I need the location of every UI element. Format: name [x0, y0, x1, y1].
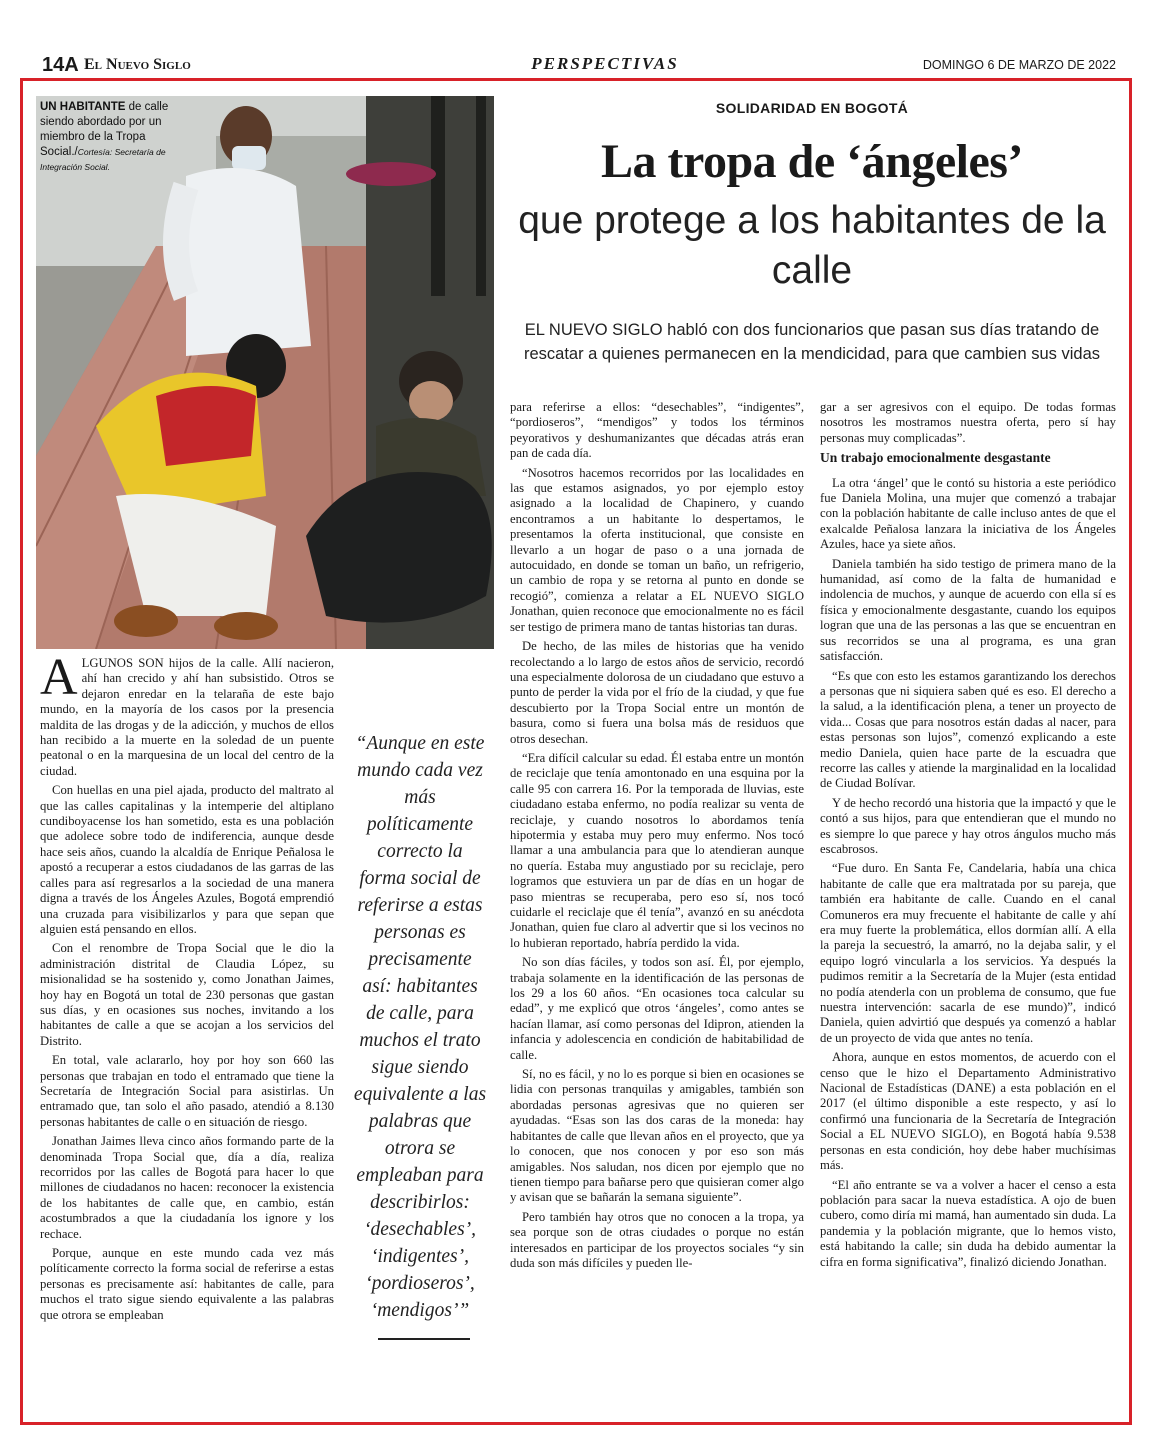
paragraph: ALGUNOS SON hijos de la calle. Allí nacieron, ahí han crecido y ahí han subsistido. Otros se dejaron enredar en la telaraña de este bajo mundo, en la mayoría de los casos por la presencia maldita de las drogas y de la adicción, y muchos de ellos han recibido a la muerte en la soledad de un puente peatonal o en la marquesina de un local del centro de la ciudad.: [40, 649, 334, 778]
street-scene-illustration: [36, 96, 494, 649]
pull-quote: “Aunque en este mundo cada vez más políticamente correcto la forma social de referirse a estas personas es precisamente así: habitantes de calle, para muchos el trato sigue siendo equivalente a las palabras que otrora se empleaban para describirlos: ‘desechables’, ‘indigentes’, ‘pordioseros’, ‘mendigos’”: [353, 733, 487, 1321]
paragraph: En total, vale aclararlo, hoy por hoy son 660 las personas que trabajan en todo el entramado que tiene la Secretaría de Integración Social para asistirlas. Un entramado que, tan solo el año pasado, atendió a 8.130 personas habitantes de calle o en situación de riesgo.: [40, 1053, 334, 1129]
paragraph: Porque, aunque en este mundo cada vez más políticamente correcto la forma social de referirse a estas personas es precisamente así: habitantes de calle, para muchos el trato sigue siendo equivalente a las palabras que otrora se empleaban: [40, 1246, 334, 1322]
article-photo: [36, 96, 494, 649]
section-name: PERSPECTIVAS: [531, 54, 679, 73]
paragraph: Con huellas en una piel ajada, producto del maltrato al que las calles capitalinas y la intemperie del altiplano cundiboyacense los han sometido, esta es una población que adolece sobre todo de indiferencia, aunque desde hace seis años, cuando la alcaldía de Enrique Peñalosa le apostó a recuperar a estos ciudadanos de las garras de las calles para así regresarlos a la sociedad de una manera digna a través de los Ángeles Azules, Bogotá emprendió una cruzada para visibilizarlos y para que sepan que alguien está pensando en ellos.: [40, 783, 334, 936]
paragraph: “Es que con esto les estamos garantizando los derechos a personas que ni siquiera saben qué es eso. El derecho a la salud, a la identificación plena, a tener un proyecto de vida... Cosas que para nosotros están dadas al nacer, para estas personas son lujos”, comenzó explicando a este medio Daniela, quien hace parte de la escuadra que recorre las calles y atiende la marginalidad en la localidad de Ciudad Bolívar.: [820, 668, 1116, 791]
column-2: [510, 400, 804, 1275]
page-header: [42, 52, 1116, 78]
paragraph: Sí, no es fácil, y no lo es porque si bien en ocasiones se lidia con personas tranquilas y amigables, también son abordadas personas agresivas que no quieren ser ayudadas. “Esas son las dos caras de la moneda: hay habitantes de calle que llevan años en el proyecto, que ya lo conocen, que nos conocen y por eso son más amigables. Nos saludan, nos dicen por ejemplo que no tienen tiempo para bañarse pero que quisieran comer algo y avisan que se bañarán la semana siguiente”.: [510, 1067, 804, 1205]
subheading: Un trabajo emocionalmente desgastante: [820, 450, 1051, 466]
paragraph: para referirse a ellos: “desechables”, “indigentes”, “pordioseros”, “mendigos” y todos los términos peyorativos y deshumanizantes que décadas atrás eran pan de cada día.: [510, 400, 804, 461]
newspaper-name: El Nuevo Siglo: [84, 56, 191, 73]
photo-credit: Cortesía: Secretaría de Integración Social.: [40, 147, 166, 172]
article-deck: EL NUEVO SIGLO habló con dos funcionarios que pasan sus días tratando de rescatar a quienes permanecen en la mendicidad, para que cambien sus vidas: [523, 321, 1100, 363]
headline-line-2: que protege a los habitantes de la calle: [518, 199, 1106, 292]
photo-caption-lead: UN HABITANTE: [40, 101, 126, 113]
paragraph: “Nosotros hacemos recorridos por las localidades en las que estamos asignados, yo por ejemplo estoy asignado a la localidad de Chapinero, y cuando encontramos a un habitante lo despertamos, le presentamos la oferta institucional, que consiste en llevarlo a un hogar de paso o a una jornada de autocuidado, en donde se toman un baño, un refrigerio, un cambio de ropa y se retorna al punto en donde se recogió”, comienza a relatar a EL NUEVO SIGLO Jonathan, quien reconoce que emocionalmente no es fácil ser testigo de primera mano de tantas historias tan duras.: [510, 465, 804, 634]
paragraph: Con el renombre de Tropa Social que le dio la administración distrital de Claudia López, su misionalidad se ha sostenido y, como Jonathan Jaimes, hoy hay en Bogotá un total de 230 personas que gastan sus días, y en ocasiones sus noches, invitando a los habitantes de calle a que se acojan a los servicios del Distrito.: [40, 941, 334, 1048]
paragraph: Daniela también ha sido testigo de primera mano de la humanidad, así como de la falta de humanidad e indolencia de muchos, y aunque de acuerdo con ella sí es física y emocionalmente desgastante, cuando los equipos logran que una de las personas a las que se encuentran en sus recorridos se una al programa, es una gran satisfacción.: [820, 556, 1116, 664]
photo-caption: [40, 100, 185, 175]
issue-date: DOMINGO 6 DE MARZO DE 2022: [922, 58, 1116, 72]
paragraph: Y de hecho recordó una historia que la impactó y que le contó a sus hijos, para que entendieran que el mundo no es siempre lo que parece y hay otros ángulos mucho más escabrosos.: [820, 795, 1116, 856]
paragraph: Jonathan Jaimes lleva cinco años formando parte de la denominada Tropa Social que, día a día, realiza recorridos por las calles de Bogotá para hacer lo que millones de ciudadanos no hacen: reconocer la existencia de los habitantes de calle que, en cambio, están acostumbrados a que la ciudadanía los ignore y los rechace.: [40, 1134, 334, 1241]
pull-quote-rule: [378, 1338, 470, 1340]
paragraph: La otra ‘ángel’ que le contó su historia a este periódico fue Daniela Molina, una mujer que comenzó a trabajar con la población habitante de calle incluso antes de que el exalcalde Peñalosa lanzara la iniciativa de los Ángeles Azules, hace ya siete años.: [820, 475, 1116, 552]
column-1: [40, 649, 334, 1327]
paragraph: “Era difícil calcular su edad. Él estaba entre un montón de reciclaje que tenía amontonado en una esquina por la calle 95 con carrera 16. Por la temporada de lluvias, este ciudadano estaba enfermo, no podía realizar su venta de reciclaje, y cuando nosotros lo abordamos tenía hipotermia y estaba muy pero muy enfermo. Nos tocó llamar a una ambulancia para que lo atendieran aunque no quería. Estaba muy angustiado por su reciclaje, pero logramos que estuviera un par de días en un hogar de paso mientras se recuperaba, pero eso sí, nos tocó cuidarle el reciclaje que él tenía”, avanzó en su anécdota Jonathan, quien fue claro al advertir que si los vecinos no lo hubieran reportado, habría perdido la vida.: [510, 750, 804, 950]
drop-cap: A: [40, 649, 78, 706]
photo-caption-text: de calle siendo abordado por un miembro de la Tropa Social./: [40, 101, 169, 158]
article-kicker: SOLIDARIDAD EN BOGOTÁ: [715, 100, 909, 116]
paragraph: “El año entrante se va a volver a hacer el censo a esta población para sacar la nueva estadística. A ojo de buen cubero, como diría mi mamá, han aumentado sin duda. La pandemia y la población migrante, que lo hemos visto, está habitando la calle; sin duda ha debido aumentar la cifra en forma significativa”, finalizó diciendo Jonathan.: [820, 1177, 1116, 1269]
paragraph: Pero también hay otros que no conocen a la tropa, ya sea porque son de otras ciudades o porque no están interesados en participar de los proyectos sociales “y sin duda son más difíciles y pueden lle-: [510, 1209, 804, 1270]
page-number: 14A: [42, 54, 79, 76]
paragraph: gar a ser agresivos con el equipo. De todas formas nosotros les mostramos nuestra oferta, pero sí hay personas muy complicadas”.: [820, 400, 1116, 445]
paragraph: No son días fáciles, y todos son así. Él, por ejemplo, trabaja solamente en la identificación de las personas de los 29 a los 60 años. “En ocasiones toca calcular su edad”, y me explicó que otros ‘ángeles’, como antes se hacían llamar, así como personas del Idipron, atienden la infancia y adolescencia en condición de habitabilidad de calle.: [510, 955, 804, 1062]
paragraph: De hecho, de las miles de historias que ha venido recolectando a lo largo de estos años de servicio, recordó una especialmente dolorosa de un ciudadano que estuvo a punto de perder la vida por el frío de la ciudad, y que fue descubierto por la Tropa Social entre un montón de basura, como si fuera una bolsa más de residuos que otros desechan.: [510, 639, 804, 746]
paragraph: Ahora, aunque en estos momentos, de acuerdo con el censo que le hizo el Departamento Administrativo Nacional de Estadísticas (DANE) a esta población en el 2017 (el último disponible a este respecto, y así lo confirmó una funcionaria de la Secretaría de Integración Social a EL NUEVO SIGLO), en Bogotá había 9.538 personas en esta condición, hoy debe haber muchísimas más.: [820, 1050, 1116, 1173]
headline-line-1: La tropa de ‘ángeles’: [601, 135, 1023, 188]
paragraph: “Fue duro. En Santa Fe, Candelaria, había una chica habitante de calle que era maltratada por su pareja, que también era habitante de calle. Cuando en el canal Comuneros era muy frecuente el habitante de calle y ahí era muy fuerte la problemática, ellos dormían allí. A ella la pareja la secuestró, la amarró, no la dejaba salir, y el equipo logró vincularla a los servicios. Ya después la pudimos remitir a la Secretaría de la Mujer (esta entidad no podía atenderla con un problema de consumo, que fue nuestra intervención: sacarla de ese mundo)”, indicó Daniela, quien advirtió que después ya comenzó a hablar de un proyecto de vida que antes no tenía.: [820, 861, 1116, 1045]
column-3: [820, 400, 1116, 1274]
